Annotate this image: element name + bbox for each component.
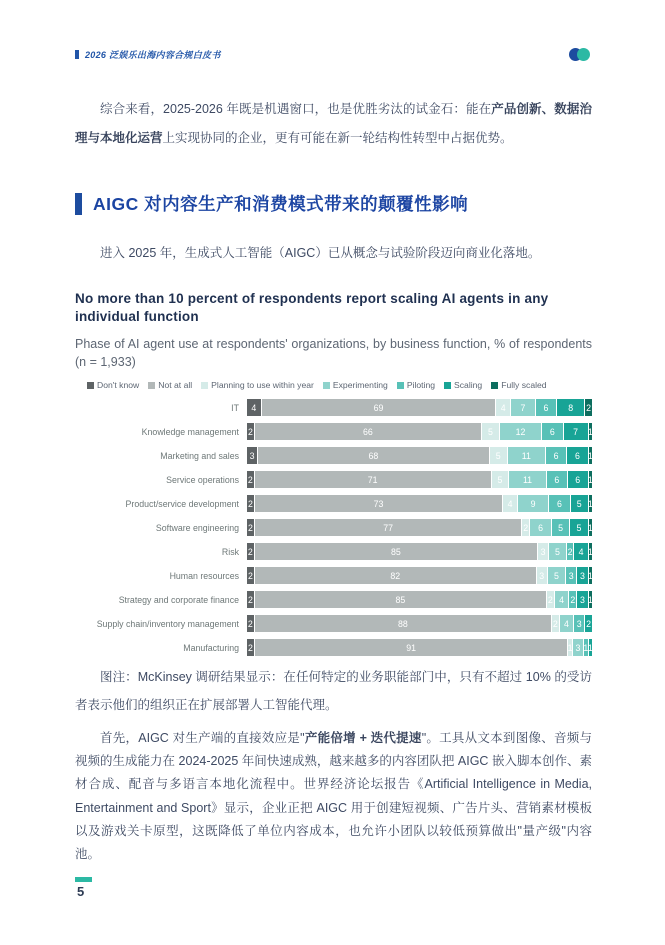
intro-text-suffix: 上实现协同的企业，更有可能在新一轮结构性转型中占据优势。 bbox=[162, 131, 513, 145]
bar-segment bbox=[568, 639, 571, 656]
bar-value-label: 6 bbox=[554, 474, 560, 485]
bar-value-label: 85 bbox=[390, 546, 401, 557]
bar-value-label: 2 bbox=[248, 522, 253, 533]
bar-segment bbox=[509, 471, 546, 488]
bar-segment bbox=[508, 447, 545, 464]
chart-row bbox=[75, 519, 592, 536]
bar-value-label: 1 bbox=[587, 594, 593, 605]
bar-value-label: 1 bbox=[587, 426, 593, 437]
bar-segment bbox=[549, 543, 566, 560]
bar-value-label: 12 bbox=[515, 426, 526, 437]
bar-segment bbox=[247, 471, 254, 488]
bar-segment bbox=[568, 471, 588, 488]
stacked-bar bbox=[247, 423, 592, 440]
bar-segment bbox=[255, 615, 551, 632]
bar-value-label: 1 bbox=[587, 474, 593, 485]
bar-value-label: 5 bbox=[576, 498, 582, 509]
chart-row bbox=[75, 543, 592, 560]
bar-value-label: 82 bbox=[390, 570, 401, 581]
chart-row bbox=[75, 495, 592, 512]
body-text-suffix: "。工具从文本到图像、音频与视频的生成能力在 2024-2025 年间快速成熟，越来越多的内容团队把 AIGC 嵌入脚本创作、素材合成、配音与多语言本地化流程中。世界经济论坛报告《Artificial Intelligence in Media, Entertainment and Sport》显示，企业正把 AIGC 用于创建短视频、广告片头、营销素材模板以及游戏关卡原型，这既降低了单位内容成本，也允许小团队以较低预算做出"量产级"内容池。 bbox=[75, 731, 592, 862]
chart-category-label: Strategy and corporate finance bbox=[118, 594, 239, 605]
bar-value-label: 2 bbox=[247, 498, 253, 509]
bar-value-label: 2 bbox=[570, 594, 576, 605]
bar-segment bbox=[537, 567, 547, 584]
bar-value-label: 2 bbox=[586, 402, 592, 413]
stacked-bar bbox=[247, 567, 592, 584]
chart-row bbox=[75, 447, 592, 464]
chart-row bbox=[75, 567, 592, 584]
bar-value-label: 1 bbox=[587, 522, 593, 533]
bar-segment bbox=[577, 567, 587, 584]
chart-legend bbox=[87, 380, 592, 390]
bar-segment bbox=[247, 423, 254, 440]
bar-segment bbox=[585, 399, 592, 416]
bar-segment bbox=[262, 399, 496, 416]
bar-value-label: 2 bbox=[247, 546, 253, 557]
bar-segment bbox=[573, 639, 583, 656]
bar-segment bbox=[547, 591, 554, 608]
bar-segment bbox=[247, 567, 254, 584]
bar-value-label: 68 bbox=[368, 450, 379, 461]
bar-value-label: 11 bbox=[521, 450, 531, 461]
bar-segment bbox=[255, 519, 521, 536]
section-title: AIGC 对内容生产和消费模式带来的颠覆性影响 bbox=[93, 194, 469, 214]
stacked-bar bbox=[247, 591, 592, 608]
bar-value-label: 88 bbox=[397, 618, 408, 629]
bar-value-label: 5 bbox=[495, 450, 501, 461]
bar-segment bbox=[589, 543, 592, 560]
bar-segment bbox=[255, 423, 481, 440]
legend-item bbox=[323, 380, 388, 390]
bar-value-label: 71 bbox=[367, 474, 378, 485]
bar-value-label: 6 bbox=[538, 522, 544, 533]
stacked-bar bbox=[247, 639, 592, 656]
bar-segment bbox=[567, 543, 574, 560]
bar-segment bbox=[589, 447, 592, 464]
bar-value-label: 77 bbox=[383, 522, 393, 533]
page-number: 5 bbox=[77, 884, 85, 899]
bar-value-label: 6 bbox=[549, 426, 555, 437]
bar-segment bbox=[503, 495, 517, 512]
bar-value-label: 3 bbox=[579, 570, 585, 581]
section-heading-block bbox=[75, 191, 468, 216]
bar-segment bbox=[482, 423, 499, 440]
body-paragraph bbox=[75, 727, 592, 866]
bar-segment bbox=[585, 615, 592, 632]
intro-text-prefix: 综合来看，2025-2026 年既是机遇窗口，也是优胜劣汰的试金石：能在 bbox=[100, 102, 492, 116]
bar-segment bbox=[492, 471, 509, 488]
bar-value-label: 2 bbox=[547, 594, 553, 605]
bar-value-label: 2 bbox=[586, 618, 592, 629]
bar-value-label: 6 bbox=[543, 402, 549, 413]
page-header bbox=[75, 48, 593, 61]
bar-value-label: 1 bbox=[587, 570, 593, 581]
bar-value-label: 1 bbox=[587, 498, 593, 509]
bar-segment bbox=[536, 399, 556, 416]
chart-row bbox=[75, 423, 592, 440]
bar-segment bbox=[589, 591, 592, 608]
bar-value-label: 5 bbox=[558, 522, 564, 533]
bar-segment bbox=[258, 447, 489, 464]
bar-segment bbox=[552, 615, 559, 632]
bar-value-label: 4 bbox=[559, 594, 565, 605]
legend-item bbox=[148, 380, 192, 390]
bar-segment bbox=[574, 615, 584, 632]
bar-value-label: 4 bbox=[578, 546, 584, 557]
chart-category-label: Manufacturing bbox=[183, 642, 239, 653]
bar-value-label: 5 bbox=[554, 570, 559, 581]
bar-segment bbox=[552, 519, 569, 536]
bar-value-label: 9 bbox=[530, 498, 536, 509]
bar-segment bbox=[522, 519, 529, 536]
bar-segment bbox=[500, 423, 541, 440]
bar-value-label: 3 bbox=[249, 450, 255, 461]
ai-agents-chart bbox=[75, 290, 592, 663]
section-accent-bar bbox=[75, 193, 82, 215]
legend-item bbox=[201, 380, 314, 390]
bar-value-label: 5 bbox=[554, 546, 560, 557]
bar-value-label: 85 bbox=[395, 594, 406, 605]
chart-row bbox=[75, 471, 592, 488]
bar-segment bbox=[547, 471, 567, 488]
legend-swatch-icon bbox=[87, 382, 94, 389]
bar-value-label: 7 bbox=[573, 426, 579, 437]
bar-value-label: 2 bbox=[247, 426, 253, 437]
bar-value-label: 2 bbox=[247, 474, 253, 485]
bar-value-label: 73 bbox=[373, 498, 384, 509]
bar-segment bbox=[567, 447, 587, 464]
legend-label: Don't know bbox=[97, 380, 140, 390]
chart-caption: 图注：McKinsey 调研结果显示：在任何特定的业务职能部门中，只有不超过 10% 的受访者表示他们的组织正在扩展部署人工智能代理。 bbox=[75, 670, 592, 712]
intro-text-bold: 产品创新、数据治理与本地化运营 bbox=[75, 102, 592, 145]
bar-segment bbox=[569, 591, 576, 608]
bar-segment bbox=[247, 591, 254, 608]
bar-segment bbox=[255, 471, 491, 488]
bar-segment bbox=[589, 471, 592, 488]
stacked-bar bbox=[247, 519, 592, 536]
bar-segment bbox=[518, 495, 549, 512]
bar-segment bbox=[557, 399, 584, 416]
bar-segment bbox=[555, 591, 569, 608]
stacked-bar bbox=[247, 543, 592, 560]
bar-segment bbox=[255, 543, 538, 560]
stacked-bar bbox=[247, 447, 592, 464]
bar-segment bbox=[546, 447, 566, 464]
legend-label: Experimenting bbox=[332, 380, 388, 390]
intro-paragraph bbox=[75, 95, 592, 153]
bar-segment bbox=[548, 567, 565, 584]
header-title: 2026 泛娱乐出海内容合规白皮书 bbox=[85, 50, 221, 60]
chart-title: No more than 10 percent of respondents report scaling AI agents in any individual function bbox=[75, 291, 549, 324]
bar-value-label: 5 bbox=[497, 474, 503, 485]
legend-swatch-icon bbox=[323, 382, 330, 389]
bar-value-label: 2 bbox=[247, 570, 253, 581]
bar-segment bbox=[577, 591, 587, 608]
chart-category-label: Human resources bbox=[169, 570, 239, 581]
bar-value-label: 3 bbox=[575, 642, 581, 653]
bar-value-label: 2 bbox=[247, 594, 253, 605]
bar-value-label: 8 bbox=[568, 402, 574, 413]
bar-value-label: 1 bbox=[583, 642, 589, 653]
page-footer bbox=[75, 877, 92, 899]
bar-segment bbox=[589, 423, 592, 440]
bar-segment bbox=[574, 543, 587, 560]
legend-item bbox=[397, 380, 435, 390]
bar-value-label: 7 bbox=[520, 402, 526, 413]
bar-value-label: 1 bbox=[587, 546, 593, 557]
bar-segment bbox=[571, 495, 588, 512]
chart-category-label: IT bbox=[231, 402, 239, 413]
legend-label: Piloting bbox=[406, 380, 436, 390]
chart-category-label: Service operations bbox=[166, 474, 239, 485]
bar-segment bbox=[560, 615, 573, 632]
bar-value-label: 2 bbox=[567, 546, 573, 557]
legend-item bbox=[444, 380, 482, 390]
chart-row bbox=[75, 639, 592, 656]
bar-value-label: 1 bbox=[587, 450, 593, 461]
legend-item bbox=[491, 380, 546, 390]
bar-value-label: 5 bbox=[576, 522, 582, 533]
stacked-bar bbox=[247, 615, 592, 632]
section-lead-text: 进入 2025 年，生成式人工智能（AIGC）已从概念与试验阶段迈向商业化落地。 bbox=[100, 246, 541, 260]
bar-value-label: 4 bbox=[563, 618, 569, 629]
body-text-prefix: 首先，AIGC 对生产端的直接效应是" bbox=[100, 731, 305, 745]
bar-value-label: 6 bbox=[575, 450, 580, 461]
bar-value-label: 5 bbox=[487, 426, 493, 437]
bar-segment bbox=[255, 567, 536, 584]
bar-segment bbox=[589, 495, 592, 512]
chart-category-label: Supply chain/inventory management bbox=[96, 618, 239, 629]
chart-subtitle: Phase of AI agent use at respondents' organizations, by business function, % of respondents (n = 1,933) bbox=[75, 337, 592, 369]
bar-segment bbox=[589, 639, 592, 656]
bar-value-label: 3 bbox=[540, 546, 546, 557]
bar-segment bbox=[247, 495, 254, 512]
bar-segment bbox=[549, 495, 569, 512]
bar-segment bbox=[490, 447, 507, 464]
legend-label: Planning to use within year bbox=[211, 380, 314, 390]
bar-value-label: 69 bbox=[373, 402, 384, 413]
bar-segment bbox=[247, 447, 257, 464]
bar-value-label: 6 bbox=[575, 474, 581, 485]
bar-value-label: 3 bbox=[568, 570, 574, 581]
logo-teal-circle-icon bbox=[577, 48, 590, 61]
bar-value-label: 66 bbox=[362, 426, 373, 437]
legend-item bbox=[87, 380, 139, 390]
bar-value-label: 2 bbox=[247, 642, 253, 653]
legend-swatch-icon bbox=[148, 382, 155, 389]
bar-segment bbox=[566, 567, 576, 584]
stacked-bar bbox=[247, 495, 592, 512]
bar-value-label: 2 bbox=[247, 618, 253, 629]
bar-segment bbox=[589, 519, 592, 536]
header-accent-bar bbox=[75, 50, 79, 59]
legend-label: Fully scaled bbox=[501, 380, 547, 390]
bar-segment bbox=[542, 423, 563, 440]
legend-swatch-icon bbox=[201, 382, 208, 389]
bar-segment bbox=[247, 519, 254, 536]
chart-rows bbox=[75, 399, 592, 656]
bar-segment bbox=[247, 639, 254, 656]
stacked-bar bbox=[247, 471, 592, 488]
bar-segment bbox=[255, 591, 546, 608]
brand-logo-icon bbox=[569, 48, 593, 61]
chart-category-label: Product/service development bbox=[125, 498, 239, 509]
bar-value-label: 91 bbox=[406, 642, 417, 653]
chart-row bbox=[75, 615, 592, 632]
bar-value-label: 1 bbox=[567, 642, 573, 653]
chart-category-label: Risk bbox=[221, 546, 239, 557]
header-left bbox=[75, 48, 221, 61]
bar-value-label: 4 bbox=[500, 402, 506, 413]
legend-swatch-icon bbox=[444, 382, 451, 389]
bar-value-label: 4 bbox=[251, 402, 257, 413]
bar-segment bbox=[570, 519, 587, 536]
bar-segment bbox=[511, 399, 535, 416]
bar-value-label: 4 bbox=[507, 498, 513, 509]
bar-value-label: 3 bbox=[539, 570, 545, 581]
bar-value-label: 3 bbox=[579, 594, 585, 605]
stacked-bar bbox=[247, 399, 592, 416]
bar-segment bbox=[255, 495, 502, 512]
bar-value-label: 1 bbox=[587, 642, 593, 653]
body-text-bold: 产能倍增 + 迭代提速 bbox=[304, 731, 422, 745]
bar-segment bbox=[564, 423, 588, 440]
chart-category-label: Software engineering bbox=[155, 522, 239, 533]
bar-segment bbox=[247, 615, 254, 632]
bar-segment bbox=[247, 399, 261, 416]
bar-segment bbox=[538, 543, 548, 560]
legend-swatch-icon bbox=[491, 382, 498, 389]
chart-row bbox=[75, 399, 592, 416]
bar-value-label: 3 bbox=[576, 618, 582, 629]
bar-value-label: 2 bbox=[523, 522, 529, 533]
footer-accent-bar bbox=[75, 877, 92, 882]
chart-row bbox=[75, 591, 592, 608]
legend-label: Not at all bbox=[158, 380, 193, 390]
chart-category-label: Marketing and sales bbox=[160, 450, 239, 461]
bar-segment bbox=[255, 639, 568, 656]
bar-segment bbox=[589, 567, 592, 584]
legend-label: Scaling bbox=[454, 380, 483, 390]
bar-value-label: 6 bbox=[557, 498, 562, 509]
bar-segment bbox=[247, 543, 254, 560]
chart-category-label: Knowledge management bbox=[141, 426, 239, 437]
bar-value-label: 2 bbox=[552, 618, 558, 629]
bar-segment bbox=[530, 519, 551, 536]
bar-value-label: 11 bbox=[522, 474, 533, 485]
bar-value-label: 6 bbox=[553, 450, 559, 461]
legend-swatch-icon bbox=[397, 382, 404, 389]
bar-segment bbox=[496, 399, 510, 416]
